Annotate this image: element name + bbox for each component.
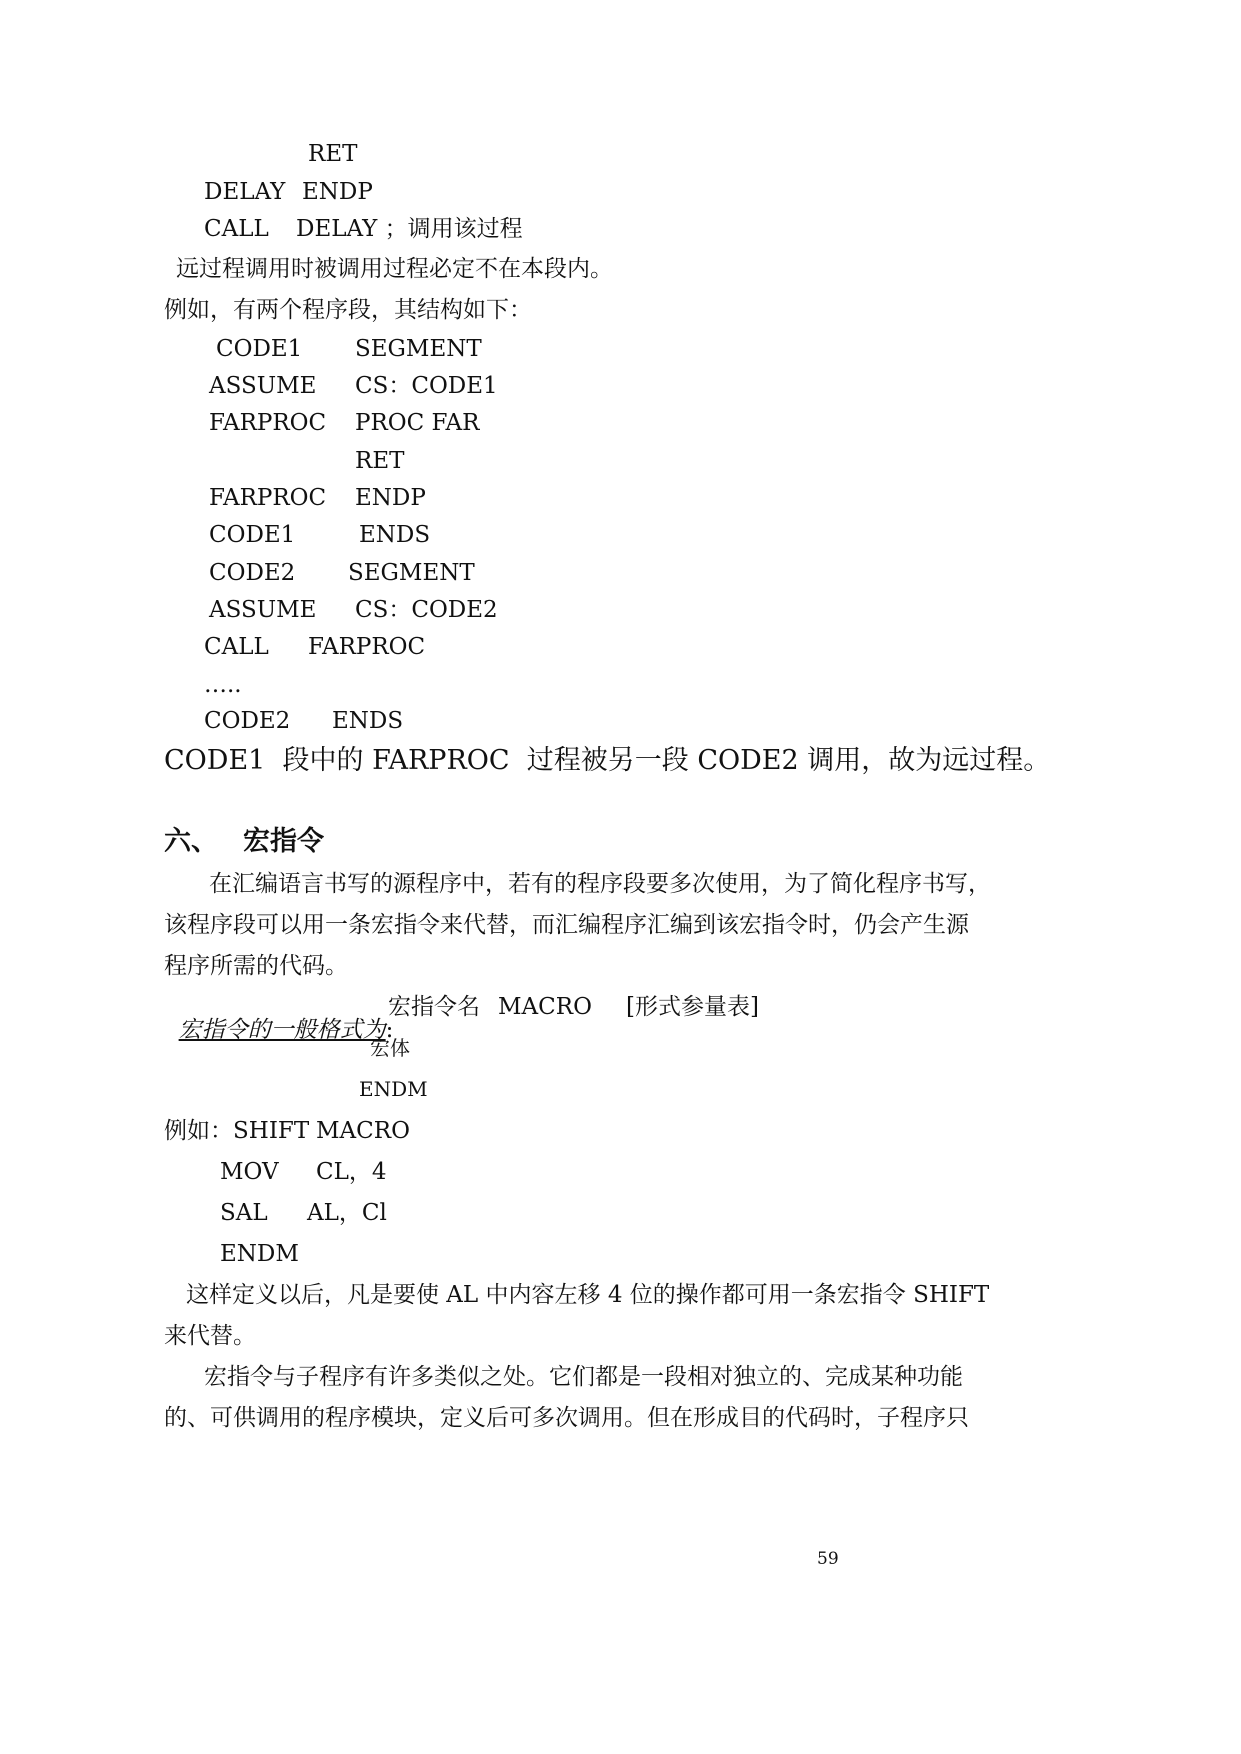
code-line-label: CALL [204,216,269,242]
code-line-label: FARPROC [209,410,327,436]
code-line-label: CODE1 [209,522,296,548]
example-line-label: ENDM [220,1241,299,1267]
example-keyword: MACRO [316,1118,410,1144]
example-line-label: SAL [220,1200,268,1226]
code-line-op: PROC FAR [355,410,480,436]
format-label: 宏指令的一般格式为 [178,1017,386,1043]
format-name: 宏指令名 [388,994,480,1020]
paragraph-line: 来代替。 [164,1323,256,1349]
example-line-op: CL，4 [316,1159,387,1185]
code-line-label: CODE2 [209,560,296,586]
code-line-op: CS：CODE2 [355,597,498,623]
format-body: 宏体 [370,1036,410,1060]
code-line-op: DELAY ；调用该过程 [296,216,523,242]
code-line-label: ….. [204,672,242,698]
code-line-label: CODE2 [204,708,291,734]
code-line-op: SEGMENT [355,336,482,362]
code-line-label: FARPROC [209,485,327,511]
paragraph-line: 宏指令与子程序有许多类似之处。它们都是一段相对独立的、完成某种功能 [204,1364,963,1390]
paragraph-line: 该程序段可以用一条宏指令来代替，而汇编程序汇编到该宏指令时，仍会产生源 [164,912,969,938]
page-number: 59 [817,1549,839,1569]
text-line: 远过程调用时被调用过程必定不在本段内。 [176,256,613,282]
code-line-op: CS：CODE1 [355,373,498,399]
code-line-label: ASSUME [209,597,317,623]
code-line-op: ENDS [359,522,431,548]
format-params: [形式参量表] [626,994,759,1020]
example-line-op: AL，Cl [307,1200,387,1226]
section-title: 宏指令 [243,826,324,857]
section-number: 六、 [164,826,218,857]
code-line-label: DELAY [204,179,286,205]
format-colon: : [385,1017,394,1043]
example-line-label: MOV [220,1159,279,1185]
code-line-label: CODE1 [216,336,303,362]
paragraph-line: 的、可供调用的程序模块，定义后可多次调用。但在形成目的代码时，子程序只 [164,1405,969,1431]
code-line-op: ENDP [355,485,426,511]
paragraph-line: 程序所需的代码。 [164,953,348,979]
code-line: RET [308,141,358,167]
format-end: ENDM [359,1077,428,1101]
code-line-label: ASSUME [209,373,317,399]
code-line-label: CALL [204,634,269,660]
paragraph-line: 这样定义以后，凡是要使 AL 中内容左移 4 位的操作都可用一条宏指令 SHIFT [186,1282,990,1308]
example-prefix: 例如：SHIFT [164,1118,310,1144]
code-line-op: ENDP [302,179,373,205]
code-line-op: RET [355,448,405,474]
conclusion-text: CODE1 段中的 FARPROC 过程被另一段 CODE2 调用，故为远过程。 [164,745,1051,776]
code-line-op: FARPROC [308,634,426,660]
code-line-op: ENDS [332,708,404,734]
paragraph-line: 在汇编语言书写的源程序中，若有的程序段要多次使用，为了简化程序书写， [209,871,991,897]
format-keyword: MACRO [498,994,592,1020]
format-line [164,996,393,1042]
code-line-op: SEGMENT [348,560,475,586]
text-line: 例如，有两个程序段，其结构如下： [164,297,532,323]
